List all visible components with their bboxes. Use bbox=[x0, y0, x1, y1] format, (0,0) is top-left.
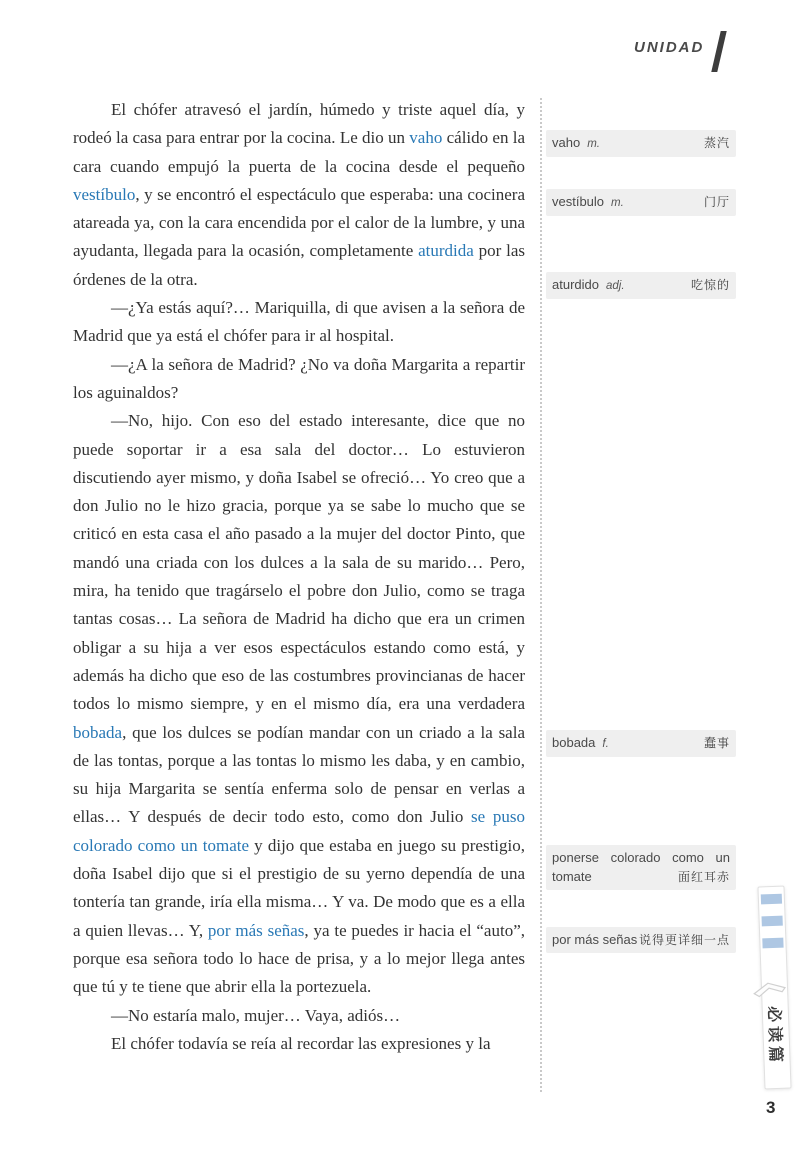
vocab-entry bbox=[546, 272, 736, 299]
unit-label: UNIDAD bbox=[634, 39, 705, 56]
text-run: —No, hijo. Con eso del estado interesante, dice que no puede soportar ir a esa sala del doctor… Lo estuvieron discutiendo ayer mismo, y doña Isabel se ofreció… Yo creo que a don Julio no le hizo gracia, porque ya se sabe lo mucho que se criticó en esta casa el año pasado a la mujer del doctor Pinto, que mandó una criada con los dulces a la sala de su marido… Pero, mira, ha tenido que tragárselo el pobre don Julio, como se traga tantas cosas… La señora de Madrid ha dicho que era un crimen obligar a su hija a ver esos espectáculos estando como está, y además ha dicho que eso de las costumbres provincianas de hacer todos lo mismo siempre, y en el mismo día, era una verdadera bbox=[73, 411, 525, 714]
section-tab-label: 必读篇 bbox=[764, 1005, 784, 1067]
paragraph bbox=[73, 1030, 525, 1058]
vocab-entry-line bbox=[552, 848, 730, 867]
text-run: El chófer todavía se reía al recordar las expresiones y la bbox=[111, 1033, 491, 1053]
chinese-gloss: 门厅 bbox=[703, 195, 730, 209]
vocab-word: bobada f. bbox=[552, 735, 609, 750]
vocab-entry-line bbox=[552, 133, 730, 154]
vocab-entry bbox=[546, 130, 736, 157]
text-run: por las órdenes de la otra. bbox=[73, 241, 525, 289]
part-of-speech: f. bbox=[602, 738, 609, 750]
vocab-highlight: vaho bbox=[409, 128, 443, 148]
vocab-entry-line bbox=[552, 733, 730, 754]
text-run: —No estaría malo, mujer… Vaya, adiós… bbox=[111, 1005, 401, 1025]
vocab-word: tomate bbox=[552, 869, 592, 884]
vocab-word: vaho m. bbox=[552, 135, 600, 150]
unit-number bbox=[711, 31, 726, 72]
vocab-highlight: aturdida bbox=[418, 241, 474, 261]
vocab-entry bbox=[546, 845, 736, 890]
vocab-highlight: se puso colorado como un tomate bbox=[73, 807, 525, 855]
paragraph bbox=[73, 407, 525, 1001]
paragraph bbox=[73, 96, 525, 294]
part-of-speech: m. bbox=[587, 138, 600, 150]
vocab-entry-line bbox=[552, 275, 730, 296]
vocab-word: vestíbulo m. bbox=[552, 194, 624, 209]
paragraph bbox=[73, 351, 525, 408]
tab-stripe bbox=[762, 938, 783, 949]
vocab-word: aturdido adj. bbox=[552, 277, 625, 292]
vocab-highlight: bobada bbox=[73, 722, 123, 742]
part-of-speech: adj. bbox=[605, 280, 625, 292]
page-number: 3 bbox=[766, 1098, 776, 1117]
text-run: El chófer atravesó el jardín, húmedo y triste aquel día, y rodeó la casa para entrar por la cocina. Le dio un bbox=[73, 100, 525, 148]
vocab-word: ponerse colorado como un bbox=[552, 850, 730, 865]
vocab-entry bbox=[546, 730, 736, 757]
paragraph bbox=[73, 294, 525, 351]
vocab-entry-line bbox=[552, 930, 730, 950]
vocab-entry bbox=[546, 927, 736, 953]
section-tab bbox=[757, 886, 791, 1090]
vocab-entry-line bbox=[552, 192, 730, 213]
vocab-entry-line bbox=[552, 867, 730, 887]
chinese-gloss: 蒸汽 bbox=[703, 136, 730, 150]
chinese-gloss: 说得更详细一点 bbox=[638, 933, 730, 947]
text-run: y dijo que estaba en juego su prestigio, doña Isabel dijo que si el prestigio de su yerno dependía de una tontería tan grande, iría ella misma… Y va. De modo que es a ella a quien llevas… Y, bbox=[73, 835, 525, 940]
column-divider bbox=[540, 98, 542, 1092]
text-run: , que los dulces se podían mandar con un criado a la sala de las tontas, porque a las tontas lo mismo les daba, y en cambio, su hija Margarita se sentía enferma solo de pensar en verlas a ellas… Y después de decir todo esto, como don Julio bbox=[73, 722, 525, 827]
text-run: , ya te puedes ir hacia el “auto”, porque esa señora todo lo hace de prisa, y a lo mejor llega antes que tú y te tiene que abrir ella la portezuela. bbox=[73, 920, 525, 997]
tab-stripe bbox=[762, 916, 783, 927]
reading-text bbox=[73, 96, 525, 1058]
chinese-gloss: 蠢事 bbox=[703, 736, 730, 750]
tab-stripe bbox=[761, 894, 782, 905]
vocab-highlight: por más señas bbox=[207, 920, 305, 940]
text-run: cálido en la cara cuando empujó la puerta de la cocina desde el pequeño bbox=[73, 128, 525, 176]
chinese-gloss: 面红耳赤 bbox=[677, 870, 730, 884]
vocab-highlight: vestíbulo bbox=[73, 184, 136, 204]
text-run: —¿Ya estás aquí?… Mariquilla, di que avisen a la señora de Madrid que ya está el chófer para ir al hospital. bbox=[73, 298, 525, 346]
text-run: , y se encontró el espectáculo que esperaba: una cocinera atareada ya, con la cara encendida por el calor de la lumbre, y una ayudanta, llegada para la ocasión, completamente bbox=[73, 184, 525, 261]
text-run: —¿A la señora de Madrid? ¿No va doña Margarita a repartir los aguinaldos? bbox=[73, 354, 525, 402]
part-of-speech: m. bbox=[611, 197, 624, 209]
chinese-gloss: 吃惊的 bbox=[690, 278, 730, 292]
paragraph bbox=[73, 1002, 525, 1030]
arrow-icon bbox=[750, 980, 789, 1003]
vocab-word: por más señas bbox=[552, 932, 638, 947]
vocab-entry bbox=[546, 189, 736, 216]
